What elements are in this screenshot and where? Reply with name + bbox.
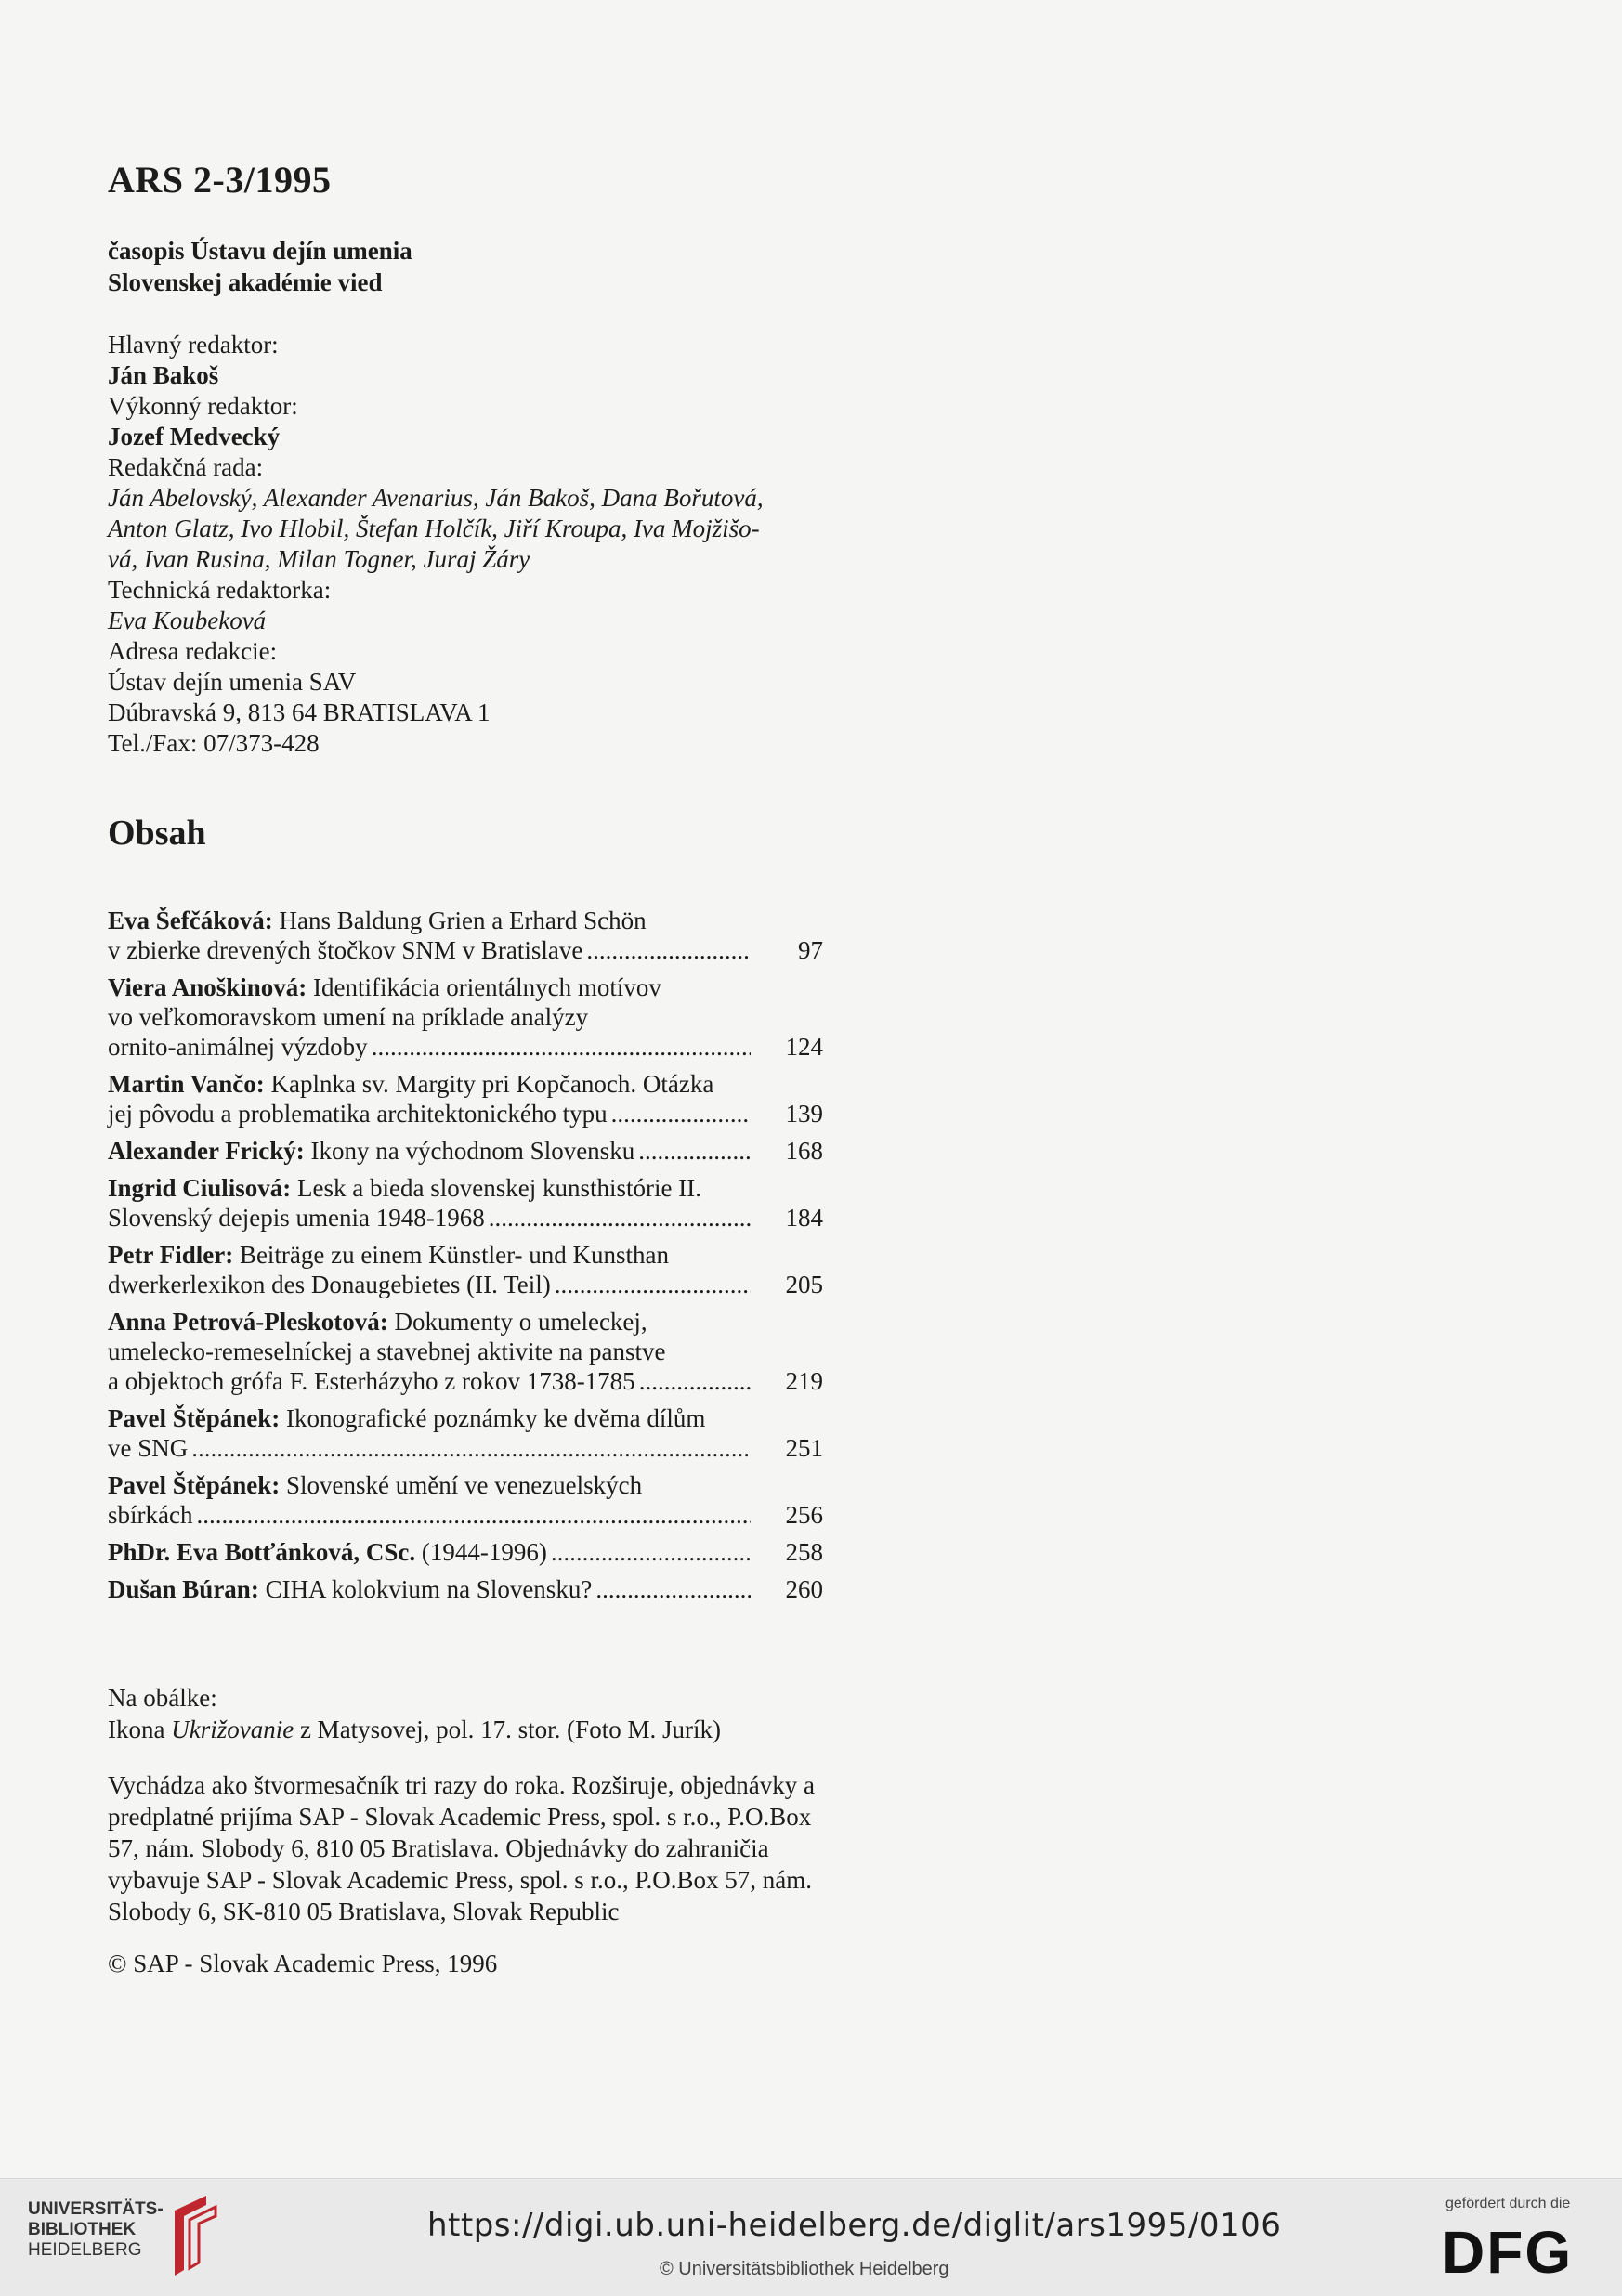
toc-title: Slovenský dejepis umenia 1948-1968 xyxy=(108,1204,485,1232)
toc-line xyxy=(108,1470,823,1500)
toc-leader xyxy=(489,1203,751,1233)
toc-text xyxy=(108,1240,669,1270)
toc-page-number: 184 xyxy=(785,1204,823,1232)
toc-leader xyxy=(611,1099,751,1128)
toc-leader xyxy=(372,1032,751,1062)
journal-title: ARS 2-3/1995 xyxy=(108,159,332,201)
toc-line xyxy=(108,1173,823,1203)
toc-line xyxy=(108,972,823,1002)
toc-entry xyxy=(108,1574,823,1604)
toc-entry xyxy=(108,906,823,965)
board-members: Ján Abelovský, Alexander Avenarius, Ján Bakoš, Dana Bořutová, xyxy=(108,484,764,512)
address-label: Adresa redakcie: xyxy=(108,637,278,665)
toc-text xyxy=(108,1574,592,1604)
toc-entry xyxy=(108,1136,823,1166)
toc-title: a objektoch grófa F. Esterházyho z rokov 1738-1785 xyxy=(108,1367,635,1395)
toc-line xyxy=(108,1099,823,1128)
table-of-contents xyxy=(108,906,823,1604)
toc-author: Dušan Búran: xyxy=(108,1575,259,1603)
toc-title: Identifikácia orientálnych motívov xyxy=(313,973,661,1001)
toc-text xyxy=(108,1470,642,1500)
footer-bar xyxy=(0,2178,1622,2296)
toc-line xyxy=(108,906,823,935)
toc-title: Hans Baldung Grien a Erhard Schön xyxy=(279,907,647,934)
toc-title: sbírkách xyxy=(108,1501,193,1529)
toc-page-number: 139 xyxy=(785,1100,823,1128)
toc-line xyxy=(108,1500,823,1530)
subtitle-line: Slovenskej akadémie vied xyxy=(108,268,383,296)
toc-text xyxy=(108,1366,635,1396)
logo-line: UNIVERSITÄTS- xyxy=(28,2199,164,2219)
toc-text xyxy=(108,935,582,965)
toc-text xyxy=(108,1069,713,1099)
toc-leader xyxy=(551,1537,751,1567)
toc-page-number: 256 xyxy=(785,1501,823,1529)
toc-entry xyxy=(108,1069,823,1128)
toc-entry xyxy=(108,1173,823,1233)
toc-entry xyxy=(108,972,823,1062)
publication-info: Vychádza ako štvormesačník tri razy do roka. Rozširuje, objednávky a predplatné prijíma SAP - Slovak Academic Press, spol. s r.o., P.O.Box 57, nám. Slobody 6, 810 05 Bratislava. Objednávky do zahraničia vybavuje SAP - Slovak Academic Press, spol. s r.o., P.O.Box 57, nám. Slobody 6, SK-810 05 Bratislava, Slovak Republic xyxy=(108,1771,815,1925)
cover-note xyxy=(108,1682,842,1745)
toc-text xyxy=(108,1537,547,1567)
toc-line xyxy=(108,1203,823,1233)
cover-label: Na obálke: xyxy=(108,1684,217,1712)
toc-title: dwerkerlexikon des Donaugebietes (II. Teil) xyxy=(108,1271,551,1298)
toc-page-number: 219 xyxy=(785,1367,823,1395)
contents-heading: Obsah xyxy=(108,814,206,853)
cover-text-post: z Matysovej, pol. 17. stor. (Foto M. Jurík) xyxy=(294,1715,721,1743)
toc-title: Ikony na východnom Slovensku xyxy=(310,1137,635,1165)
toc-line xyxy=(108,1403,823,1433)
toc-text xyxy=(108,1337,666,1366)
toc-leader xyxy=(586,935,751,965)
toc-text xyxy=(108,906,647,935)
toc-page-number: 205 xyxy=(785,1271,823,1298)
cover-text xyxy=(108,1714,842,1745)
toc-leader xyxy=(196,1500,751,1530)
toc-leader xyxy=(555,1270,751,1299)
toc-title: vo veľkomoravskom umení na príklade analýzy xyxy=(108,1003,589,1031)
toc-page-number: 168 xyxy=(785,1137,823,1165)
toc-page-number: 251 xyxy=(785,1434,823,1462)
toc-line xyxy=(108,1032,823,1062)
toc-author: Pavel Štěpánek: xyxy=(108,1471,281,1499)
toc-title: Kaplnka sv. Margity pri Kopčanoch. Otázka xyxy=(270,1070,714,1098)
toc-title: Dokumenty o umeleckej, xyxy=(394,1308,647,1336)
toc-line xyxy=(108,1366,823,1396)
subtitle-line: časopis Ústavu dejín umenia xyxy=(108,237,412,265)
toc-entry xyxy=(108,1470,823,1530)
toc-author: Eva Šefčáková: xyxy=(108,907,273,934)
toc-line xyxy=(108,1069,823,1099)
toc-line xyxy=(108,1270,823,1299)
toc-title: v zbierke drevených štočkov SNM v Bratislave xyxy=(108,936,583,964)
toc-title: Ikonografické poznámky ke dvěma dílům xyxy=(286,1404,706,1432)
address-line: Tel./Fax: 07/373-428 xyxy=(108,729,320,757)
chief-editor-label: Hlavný redaktor: xyxy=(108,331,279,359)
board-members: Anton Glatz, Ivo Hlobil, Štefan Holčík, Jiří Kroupa, Iva Mojžišo- xyxy=(108,515,760,542)
toc-title: ve SNG xyxy=(108,1434,189,1462)
toc-text xyxy=(108,1433,188,1463)
toc-line xyxy=(108,1337,823,1366)
logo-line: HEIDELBERG xyxy=(28,2240,142,2260)
toc-text xyxy=(108,1203,485,1233)
toc-title: umelecko-remeselníckej a stavebnej aktivite na panstve xyxy=(108,1337,666,1365)
library-mark-icon xyxy=(165,2192,221,2281)
logo-line: BIBLIOTHEK xyxy=(28,2220,137,2239)
toc-entry xyxy=(108,1307,823,1396)
page-column xyxy=(108,158,842,1979)
chief-editor-name: Ján Bakoš xyxy=(108,361,219,389)
technical-editor-label: Technická redaktorka: xyxy=(108,576,332,604)
toc-author: Petr Fidler: xyxy=(108,1241,234,1269)
toc-text xyxy=(108,1173,701,1203)
toc-line xyxy=(108,1574,823,1604)
toc-text xyxy=(108,1136,634,1166)
toc-text xyxy=(108,972,661,1002)
toc-author: PhDr. Eva Botťánková, CSc. xyxy=(108,1538,416,1566)
toc-line xyxy=(108,1307,823,1337)
technical-editor-name: Eva Koubeková xyxy=(108,607,267,634)
dfg-logo[interactable]: DFG xyxy=(1442,2219,1574,2286)
toc-text xyxy=(108,1500,192,1530)
toc-title: (1944-1996) xyxy=(421,1538,547,1566)
toc-title: jej pôvodu a problematika architektonického typu xyxy=(108,1100,608,1128)
copyright-line: © SAP - Slovak Academic Press, 1996 xyxy=(108,1950,498,1977)
toc-line xyxy=(108,935,823,965)
toc-title: Lesk a bieda slovenskej kunsthistórie II. xyxy=(297,1174,701,1202)
executive-editor-name: Jozef Medvecký xyxy=(108,423,281,450)
toc-entry xyxy=(108,1403,823,1463)
copyright-credit: © Universitätsbibliothek Heidelberg xyxy=(660,2259,949,2279)
toc-page-number: 258 xyxy=(785,1538,823,1566)
toc-text xyxy=(108,1002,588,1032)
cover-text-pre: Ikona xyxy=(108,1715,172,1743)
toc-author: Ingrid Ciulisová: xyxy=(108,1174,292,1202)
editorial-staff xyxy=(108,330,842,759)
toc-author: Anna Petrová-Pleskotová: xyxy=(108,1308,388,1336)
toc-line xyxy=(108,1136,823,1166)
address-line: Ústav dejín umenia SAV xyxy=(108,668,357,696)
toc-leader xyxy=(639,1366,751,1396)
toc-author: Martin Vančo: xyxy=(108,1070,265,1098)
toc-text xyxy=(108,1270,551,1299)
journal-subtitle xyxy=(108,235,842,298)
address-line: Dúbravská 9, 813 64 BRATISLAVA 1 xyxy=(108,698,491,726)
toc-line xyxy=(108,1002,823,1032)
toc-text xyxy=(108,1099,608,1128)
board-label: Redakčná rada: xyxy=(108,453,264,481)
library-logo[interactable] xyxy=(28,2199,164,2261)
toc-leader xyxy=(638,1136,751,1166)
toc-text xyxy=(108,1032,368,1062)
toc-leader xyxy=(595,1574,751,1604)
toc-text xyxy=(108,1307,647,1337)
executive-editor-label: Výkonný redaktor: xyxy=(108,392,298,420)
cover-title: Ukrižovanie xyxy=(171,1715,294,1743)
toc-title: ornito-animálnej výzdoby xyxy=(108,1033,368,1061)
board-members: vá, Ivan Rusina, Milan Togner, Juraj Žáry xyxy=(108,545,530,573)
toc-page-number: 97 xyxy=(798,936,823,964)
toc-text xyxy=(108,1403,705,1433)
toc-entry xyxy=(108,1240,823,1299)
toc-entry xyxy=(108,1537,823,1567)
toc-line xyxy=(108,1433,823,1463)
permalink-url[interactable]: https://digi.ub.uni-heidelberg.de/diglit/ars1995/0106 xyxy=(427,2207,1282,2244)
funding-label: gefördert durch die xyxy=(1445,2196,1571,2211)
toc-page-number: 260 xyxy=(785,1575,823,1603)
toc-title: Slovenské umění ve venezuelských xyxy=(286,1471,643,1499)
toc-leader xyxy=(191,1433,751,1463)
toc-page-number: 124 xyxy=(785,1033,823,1061)
toc-author: Pavel Štěpánek: xyxy=(108,1404,281,1432)
toc-title: CIHA kolokvium na Slovensku? xyxy=(265,1575,593,1603)
toc-line xyxy=(108,1240,823,1270)
toc-author: Viera Anoškinová: xyxy=(108,973,307,1001)
toc-title: Beiträge zu einem Künstler- und Kunsthan xyxy=(239,1241,670,1269)
toc-author: Alexander Frický: xyxy=(108,1137,305,1165)
toc-line xyxy=(108,1537,823,1567)
